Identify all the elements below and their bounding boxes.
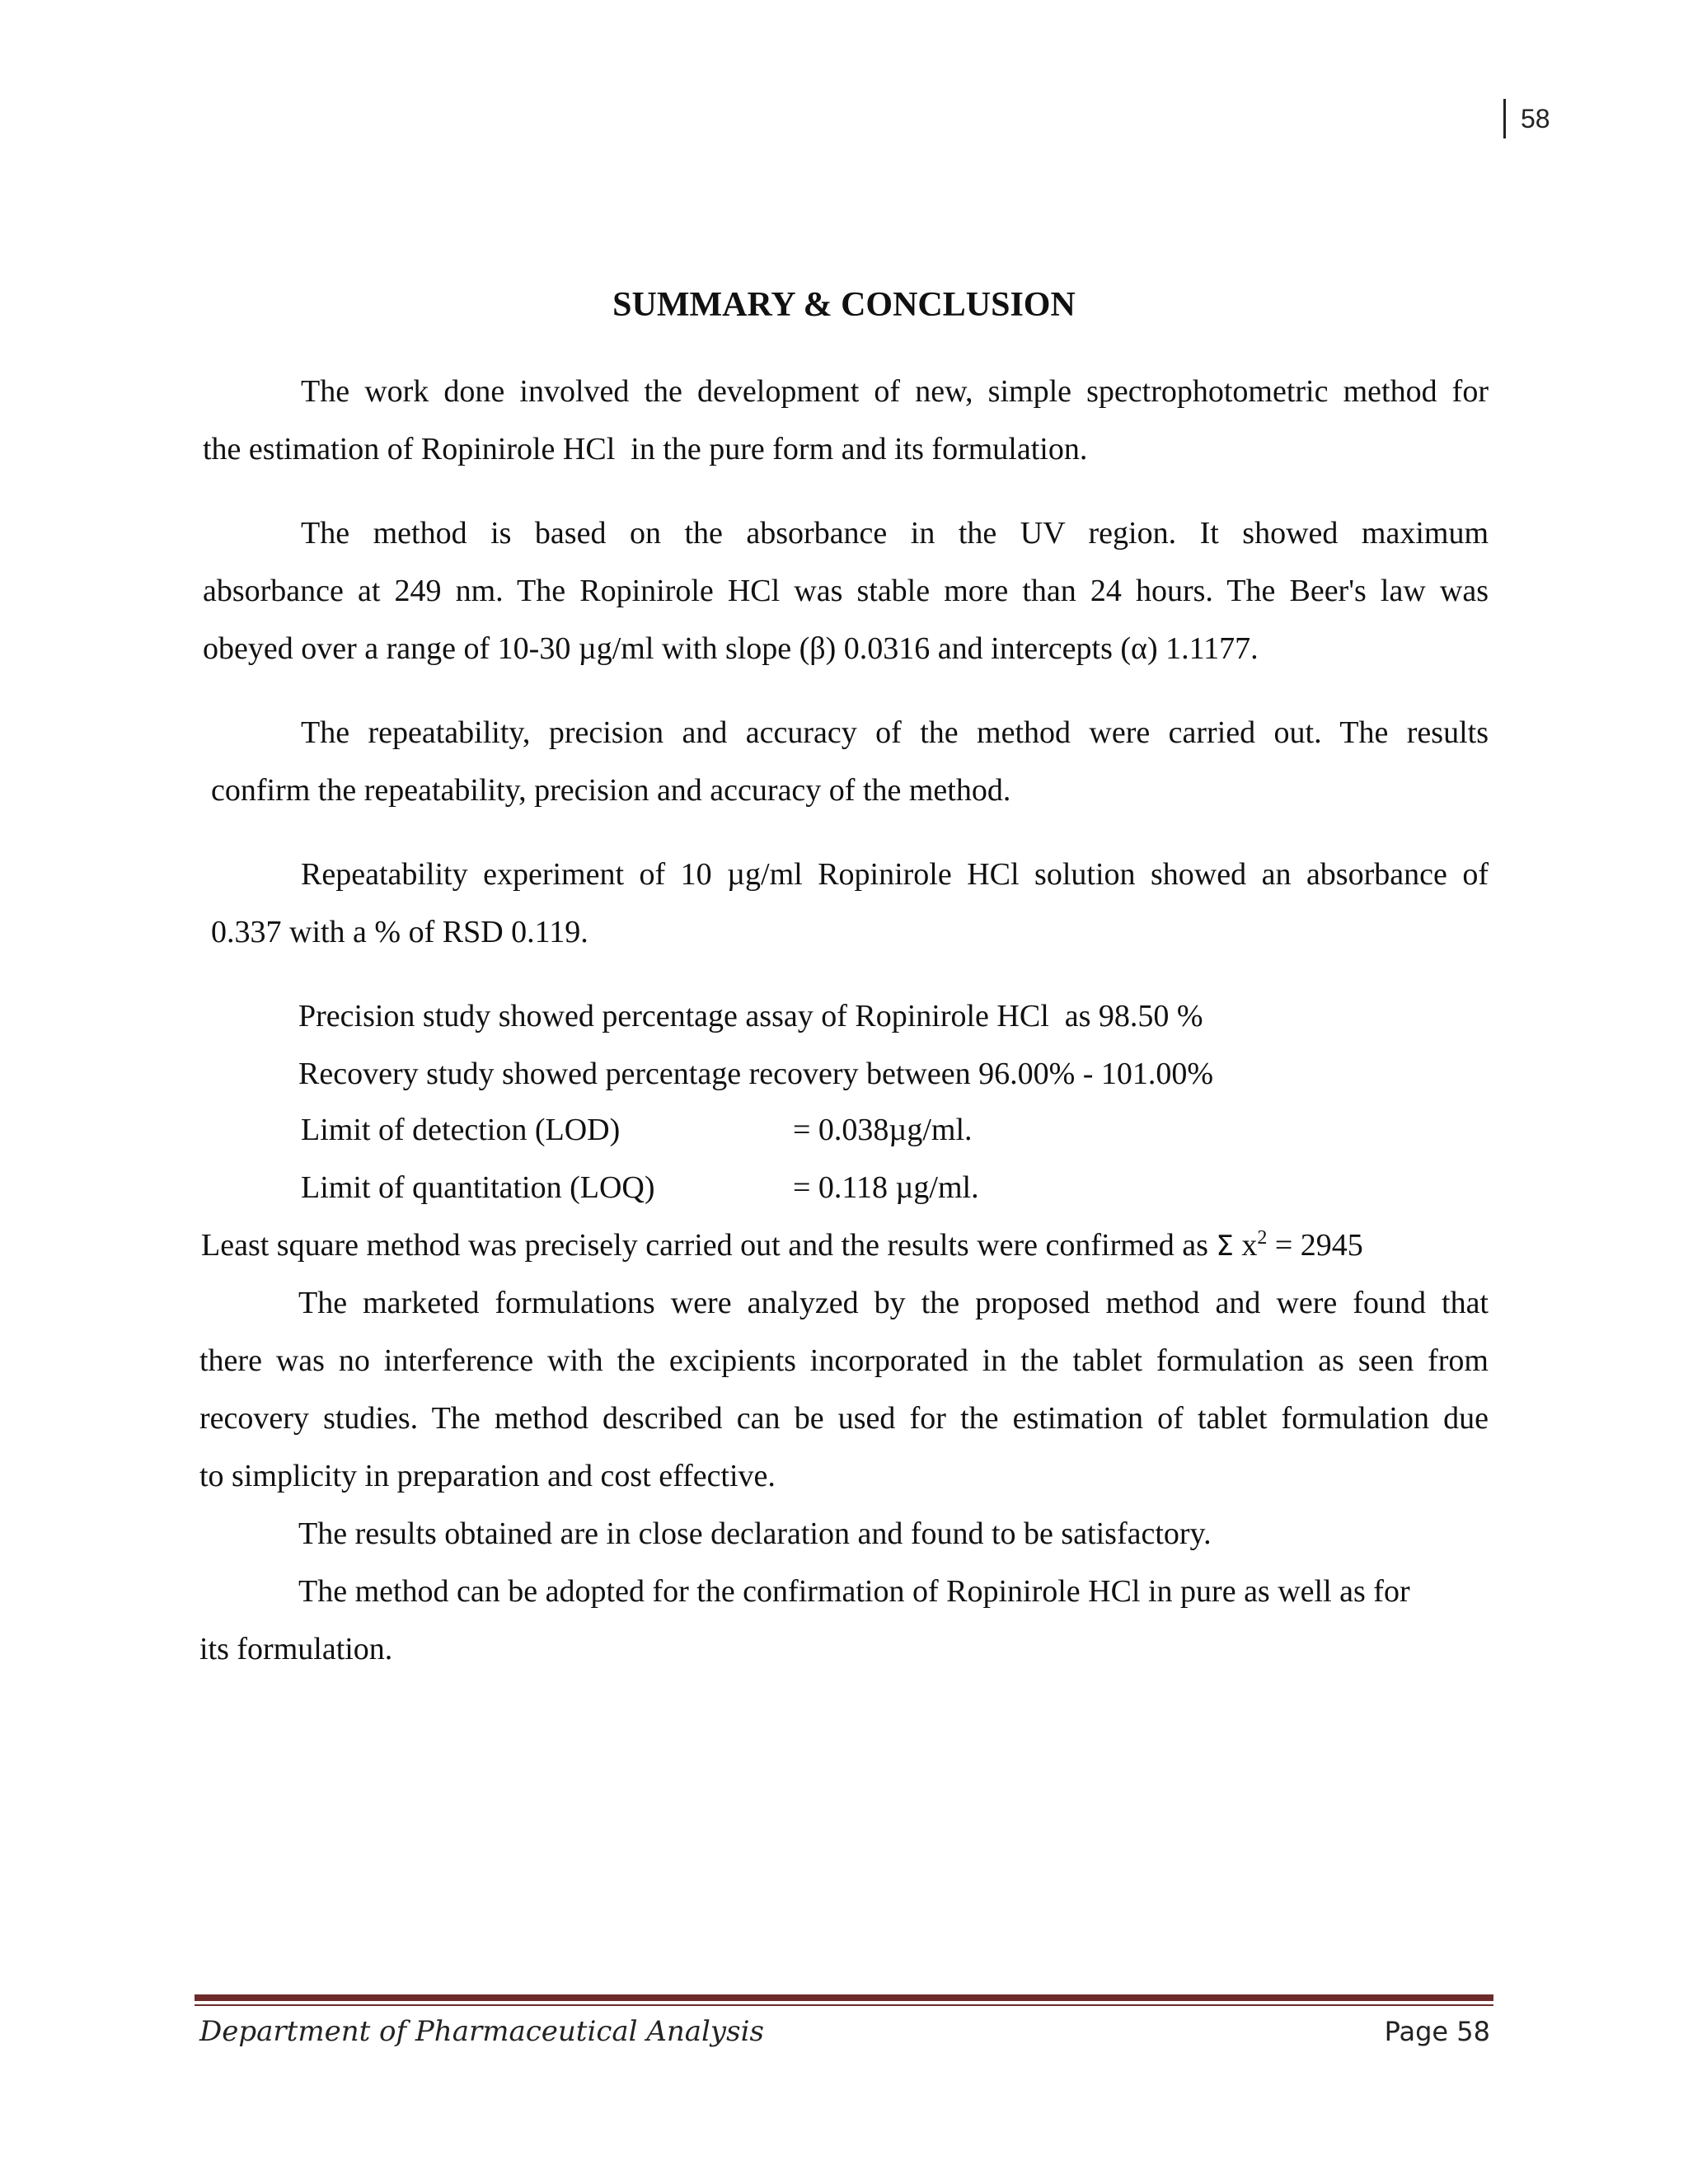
precision-study: Precision study showed percentage assay of Ropinirole HCl as 98.50 % xyxy=(298,999,1203,1033)
footer-department: Department of Pharmaceutical Analysis xyxy=(199,2015,764,2048)
paragraph-4-line-2: 0.337 with a % of RSD 0.119. xyxy=(211,915,588,949)
paragraph-2-line-1: The method is based on the absorbance in the UV region. It showed maximum xyxy=(301,516,1489,551)
paragraph-1-line-2: the estimation of Ropinirole HCl in the pure form and its formulation. xyxy=(203,432,1088,466)
paragraph-7-line-2: its formulation. xyxy=(199,1632,393,1666)
sigma-symbol: Σ xyxy=(1216,1230,1234,1263)
paragraph-4-line-1: Repeatability experiment of 10 µg/ml Ropinirole HCl solution showed an absorbance of xyxy=(301,857,1489,892)
paragraph-2-line-2: absorbance at 249 nm. The Ropinirole HCl was stable more than 24 hours. The Beer's law was xyxy=(203,574,1489,608)
x-variable: x xyxy=(1233,1228,1258,1263)
footer-page-label: Page 58 xyxy=(1384,2016,1490,2047)
paragraph-1-line-1: The work done involved the development of new, simple spectrophotometric method for xyxy=(301,374,1489,409)
paragraph-5-line-3: recovery studies. The method described can be used for the estimation of tablet formulation due xyxy=(199,1401,1489,1436)
paragraph-3-line-2: confirm the repeatability, precision and accuracy of the method. xyxy=(211,773,1011,808)
paragraph-7-line-1: The method can be adopted for the confirmation of Ropinirole HCl in pure as well as for xyxy=(298,1574,1410,1609)
footer-rule-thick xyxy=(195,1994,1493,2001)
paragraph-5-line-4: to simplicity in preparation and cost effective. xyxy=(199,1459,776,1493)
page-title: SUMMARY & CONCLUSION xyxy=(612,286,1076,324)
loq-value: = 0.118 µg/ml. xyxy=(793,1170,979,1205)
page-number-top: 58 xyxy=(1503,99,1550,138)
footer-rule-thin xyxy=(195,2004,1493,2006)
paragraph-5-line-2: there was no interference with the excipients incorporated in the tablet formulation as seen from xyxy=(199,1343,1489,1378)
exponent: 2 xyxy=(1257,1227,1268,1249)
least-square-text: Least square method was precisely carried out and the results were confirmed as xyxy=(201,1228,1217,1263)
loq-label: Limit of quantitation (LOQ) xyxy=(301,1170,655,1205)
paragraph-2-line-3: obeyed over a range of 10-30 µg/ml with slope (β) 0.0316 and intercepts (α) 1.1177. xyxy=(203,631,1259,666)
paragraph-5-line-1: The marketed formulations were analyzed by the proposed method and were found that xyxy=(298,1286,1489,1320)
paragraph-6: The results obtained are in close declaration and found to be satisfactory. xyxy=(298,1516,1212,1551)
lod-value: = 0.038µg/ml. xyxy=(793,1113,973,1147)
paragraph-3-line-1: The repeatability, precision and accuracy of the method were carried out. The results xyxy=(301,715,1489,750)
least-square-line xyxy=(201,1225,1363,1267)
lod-label: Limit of detection (LOD) xyxy=(301,1113,621,1147)
recovery-study: Recovery study showed percentage recovery between 96.00% - 101.00% xyxy=(298,1057,1214,1091)
least-square-result: = 2945 xyxy=(1267,1228,1363,1263)
